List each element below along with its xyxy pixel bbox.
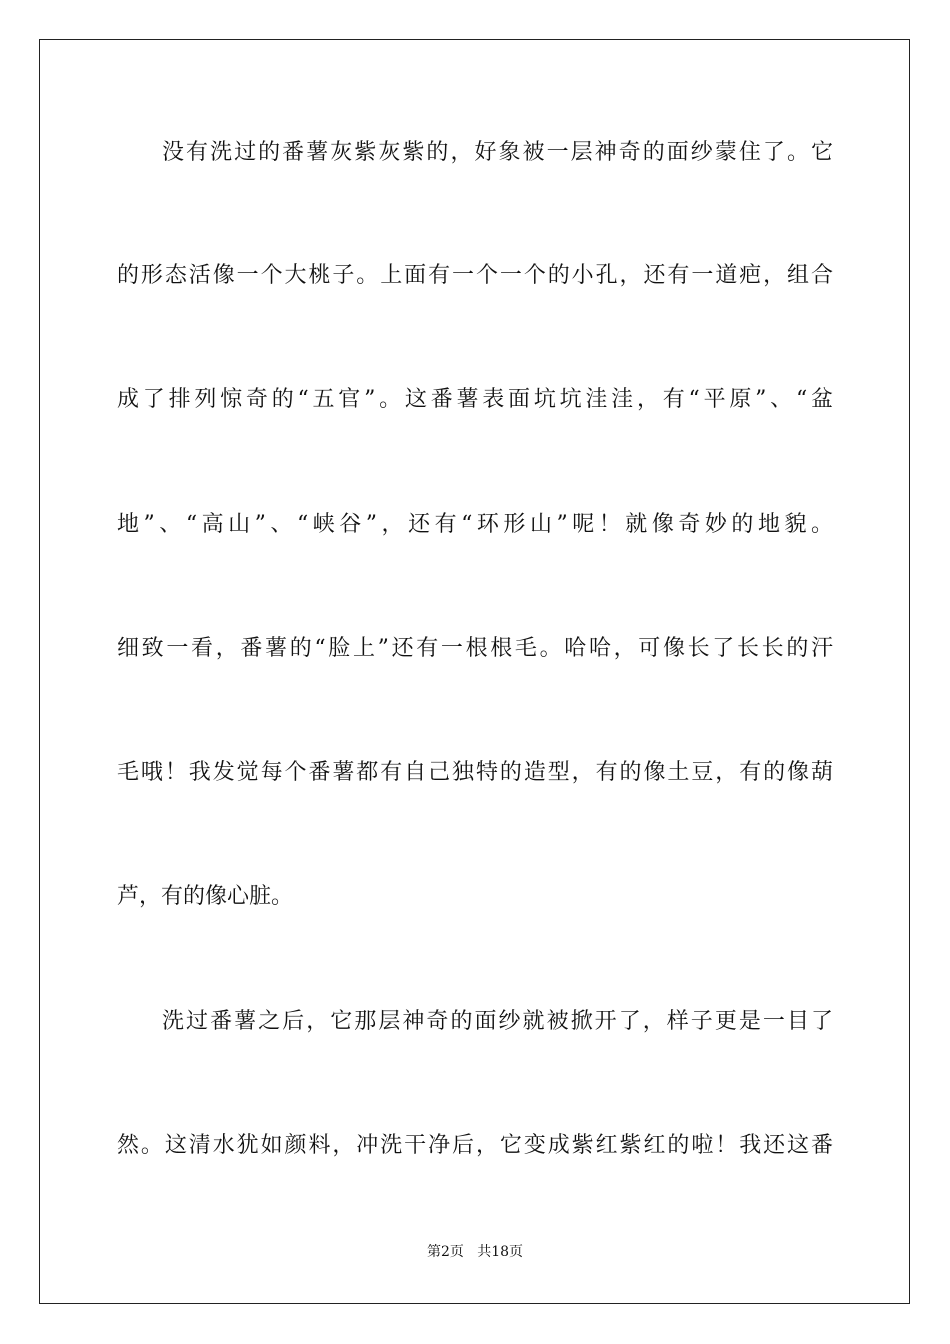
text-line: 芦，有的像心脏。 bbox=[117, 884, 294, 909]
page-number: 第2页 共18页 bbox=[426, 1244, 524, 1260]
text-line: 细致一看，番薯的“脸上”还有一根根毛。哈哈，可像长了长长的汗 bbox=[117, 636, 833, 661]
text-line: 的形态活像一个大桃子。上面有一个一个的小孔，还有一道疤，组合 bbox=[117, 263, 833, 288]
text-line: 然。这清水犹如颜料，冲洗干净后，它变成紫红紫红的啦！我还这番 bbox=[117, 1133, 833, 1158]
page-border bbox=[39, 39, 910, 1304]
text-line: 洗过番薯之后，它那层神奇的面纱就被掀开了，样子更是一目了 bbox=[162, 1009, 833, 1034]
text-line: 毛哦！我发觉每个番薯都有自己独特的造型，有的像土豆，有的像葫 bbox=[117, 760, 833, 785]
text-line: 没有洗过的番薯灰紫灰紫的，好象被一层神奇的面纱蒙住了。它 bbox=[162, 140, 833, 165]
text-line: 成了排列惊奇的“五官”。这番薯表面坑坑洼洼，有“平原”、“盆 bbox=[117, 387, 833, 412]
text-line: 地”、“高山”、“峡谷”，还有“环形山”呢！就像奇妙的地貌。 bbox=[117, 512, 833, 537]
